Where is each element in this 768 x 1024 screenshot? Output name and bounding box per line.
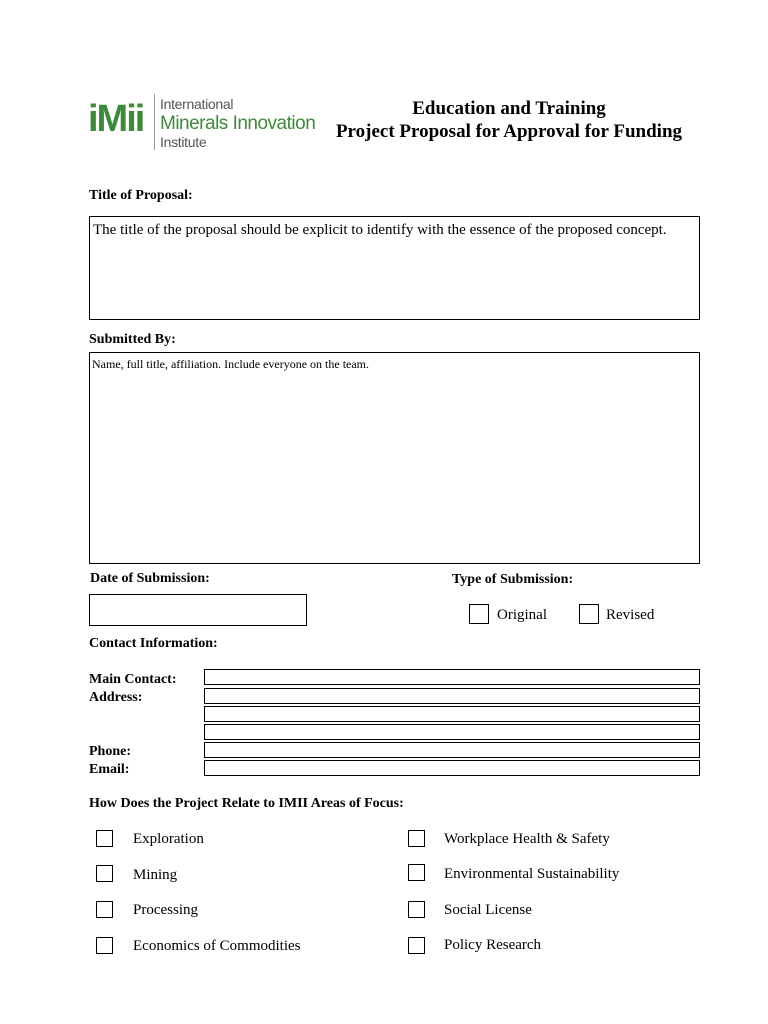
contact-information-label: Contact Information: — [89, 636, 218, 651]
address-label: Address: — [89, 690, 143, 705]
logo-mark: iMii — [88, 98, 144, 140]
title-of-proposal-hint: The title of the proposal should be explicit to identify with the essence of the proposed concept. — [93, 222, 667, 238]
logo-line-3: Institute — [160, 134, 207, 150]
logo-line-2: Minerals Innovation — [160, 113, 316, 134]
mining-checkbox[interactable] — [96, 865, 113, 882]
submitted-by-hint: Name, full title, affiliation. Include everyone on the team. — [92, 357, 370, 371]
logo-wordmark — [160, 96, 315, 151]
original-checkbox[interactable] — [469, 604, 489, 624]
email-field[interactable] — [204, 760, 700, 776]
economics-of-commodities-label: Economics of Commodities — [133, 938, 301, 954]
environmental-sustainability-checkbox[interactable] — [408, 864, 425, 881]
phone-field[interactable] — [204, 742, 700, 758]
policy-research-label: Policy Research — [444, 937, 542, 953]
processing-label: Processing — [133, 902, 198, 918]
submitted-by-field[interactable] — [89, 352, 700, 564]
title-of-proposal-label: Title of Proposal: — [89, 188, 193, 203]
logo-line-1: International — [160, 96, 234, 112]
email-label: Email: — [89, 762, 130, 777]
imii-logo — [88, 92, 318, 154]
address-line-1-field[interactable] — [204, 688, 700, 704]
submitted-by-label: Submitted By: — [89, 332, 176, 347]
mining-label: Mining — [133, 867, 178, 883]
economics-of-commodities-checkbox[interactable] — [96, 937, 113, 954]
logo-divider — [154, 94, 155, 150]
date-of-submission-label: Date of Submission: — [90, 571, 210, 586]
revised-checkbox[interactable] — [579, 604, 599, 624]
exploration-label: Exploration — [133, 831, 204, 847]
social-license-label: Social License — [444, 902, 532, 918]
type-of-submission-label: Type of Submission: — [452, 572, 574, 587]
revised-option-label: Revised — [606, 607, 655, 623]
address-line-3-field[interactable] — [204, 724, 700, 740]
exploration-checkbox[interactable] — [96, 830, 113, 847]
date-of-submission-field[interactable] — [89, 594, 307, 626]
main-contact-label: Main Contact: — [89, 672, 177, 687]
processing-checkbox[interactable] — [96, 901, 113, 918]
main-contact-field[interactable] — [204, 669, 700, 685]
title-of-proposal-field[interactable] — [89, 216, 700, 320]
social-license-checkbox[interactable] — [408, 901, 425, 918]
document-title: Education and Training — [412, 98, 606, 119]
phone-label: Phone: — [89, 744, 131, 759]
environmental-sustainability-label: Environmental Sustainability — [444, 866, 620, 882]
workplace-health-safety-checkbox[interactable] — [408, 830, 425, 847]
workplace-health-safety-label: Workplace Health & Safety — [444, 831, 610, 847]
document-subtitle: Project Proposal for Approval for Funding — [335, 121, 683, 142]
address-line-2-field[interactable] — [204, 706, 700, 722]
policy-research-checkbox[interactable] — [408, 937, 425, 954]
original-option-label: Original — [497, 607, 547, 623]
areas-of-focus-question: How Does the Project Relate to IMII Areas of Focus: — [89, 796, 404, 811]
